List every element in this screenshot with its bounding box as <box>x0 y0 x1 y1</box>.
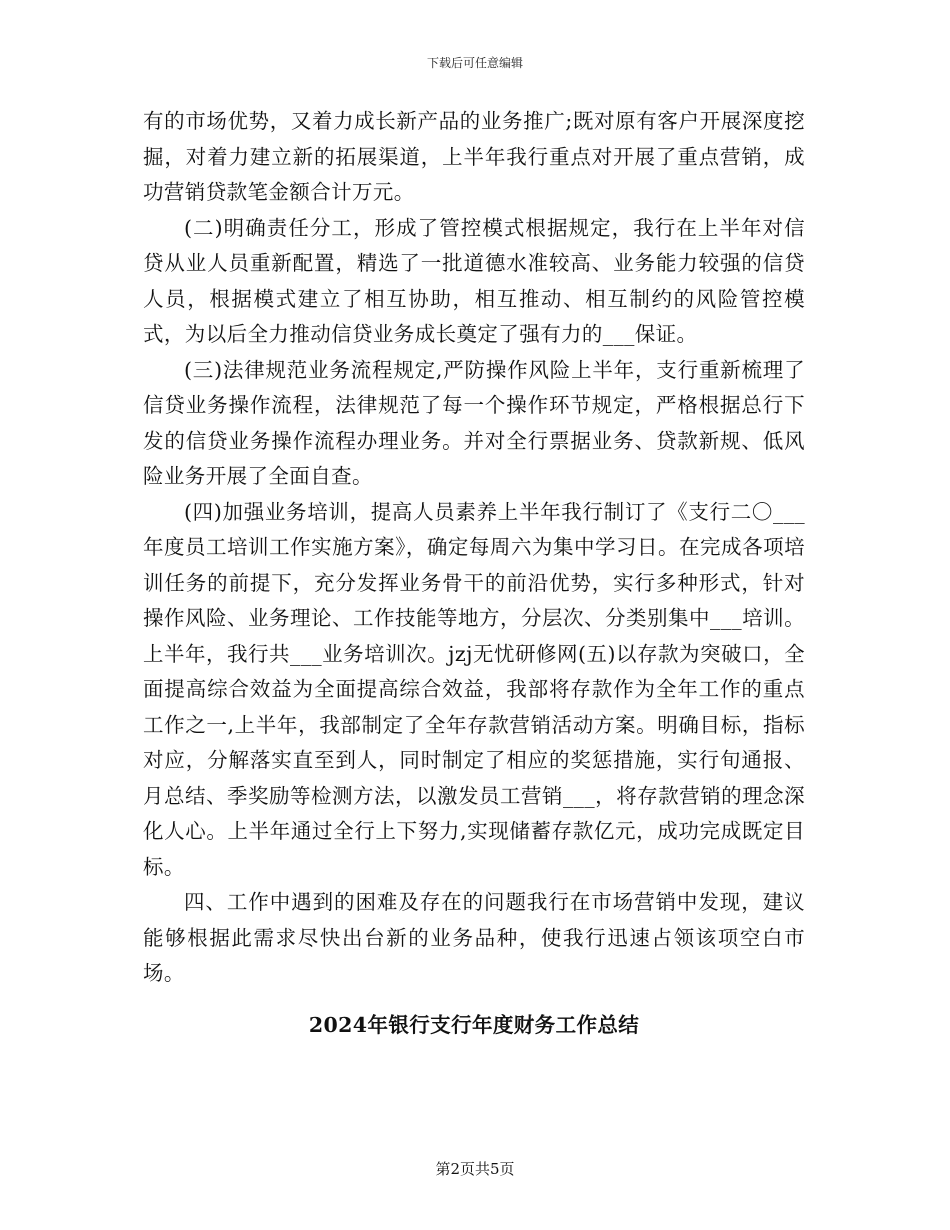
body-paragraph: (三)法律规范业务流程规定,严防操作风险上半年，支行重新梳理了信贷业务操作流程，法律规范了每一个操作环节规定，严格根据总行下发的信贷业务操作流程办理业务。并对全行票据业务、贷款新规、低风险业务开展了全面自查。 <box>143 357 805 488</box>
page-header: 下载后可任意编辑 <box>426 56 523 70</box>
section-title: 2024年银行支行年度财务工作总结 <box>308 1012 640 1037</box>
body-paragraph: (四)加强业务培训，提高人员素养上半年我行制订了《支行二〇___年度员工培训工作实施方案》，确定每周六为集中学习日。在完成各项培训任务的前提下，充分发挥业务骨干的前沿优势，实行多种形式，针对操作风险、业务理论、工作技能等地方，分层次、分类别集中___培训。上半年，我行共___业务培训次。jzj无忧研修网(五)以存款为突破口，全面提高综合效益为全面提高综合效益，我部将存款作为全年工作的重点工作之一,上半年，我部制定了全年存款营销活动方案。明确目标，指标对应，分解落实直至到人，同时制定了相应的奖惩措施，实行旬通报、月总结、季奖励等检测方法，以激发员工营销___，将存款营销的理念深化人心。上半年通过全行上下努力,实现储蓄存款亿元，成功完成既定目标。 <box>143 499 805 879</box>
body-paragraph: 有的市场优势，又着力成长新产品的业务推广;既对原有客户开展深度挖掘，对着力建立新的拓展渠道，上半年我行重点对开展了重点营销，成功营销贷款笔金额合计万元。 <box>143 109 805 204</box>
document-body <box>143 104 805 1040</box>
body-paragraph: (二)明确责任分工，形成了管控模式根据规定，我行在上半年对信贷从业人员重新配置，精选了一批道德水准较高、业务能力较强的信贷人员，根据模式建立了相互协助，相互推动、相互制约的风险管控模式，为以后全力推动信贷业务成长奠定了强有力的___保证。 <box>143 215 805 346</box>
body-paragraph: 四、工作中遇到的困难及存在的问题我行在市场营销中发现，建议能够根据此需求尽快出台新的业务品种，使我行迅速占领该项空白市场。 <box>143 890 805 985</box>
page-footer: 第2页共5页 <box>435 1160 515 1178</box>
